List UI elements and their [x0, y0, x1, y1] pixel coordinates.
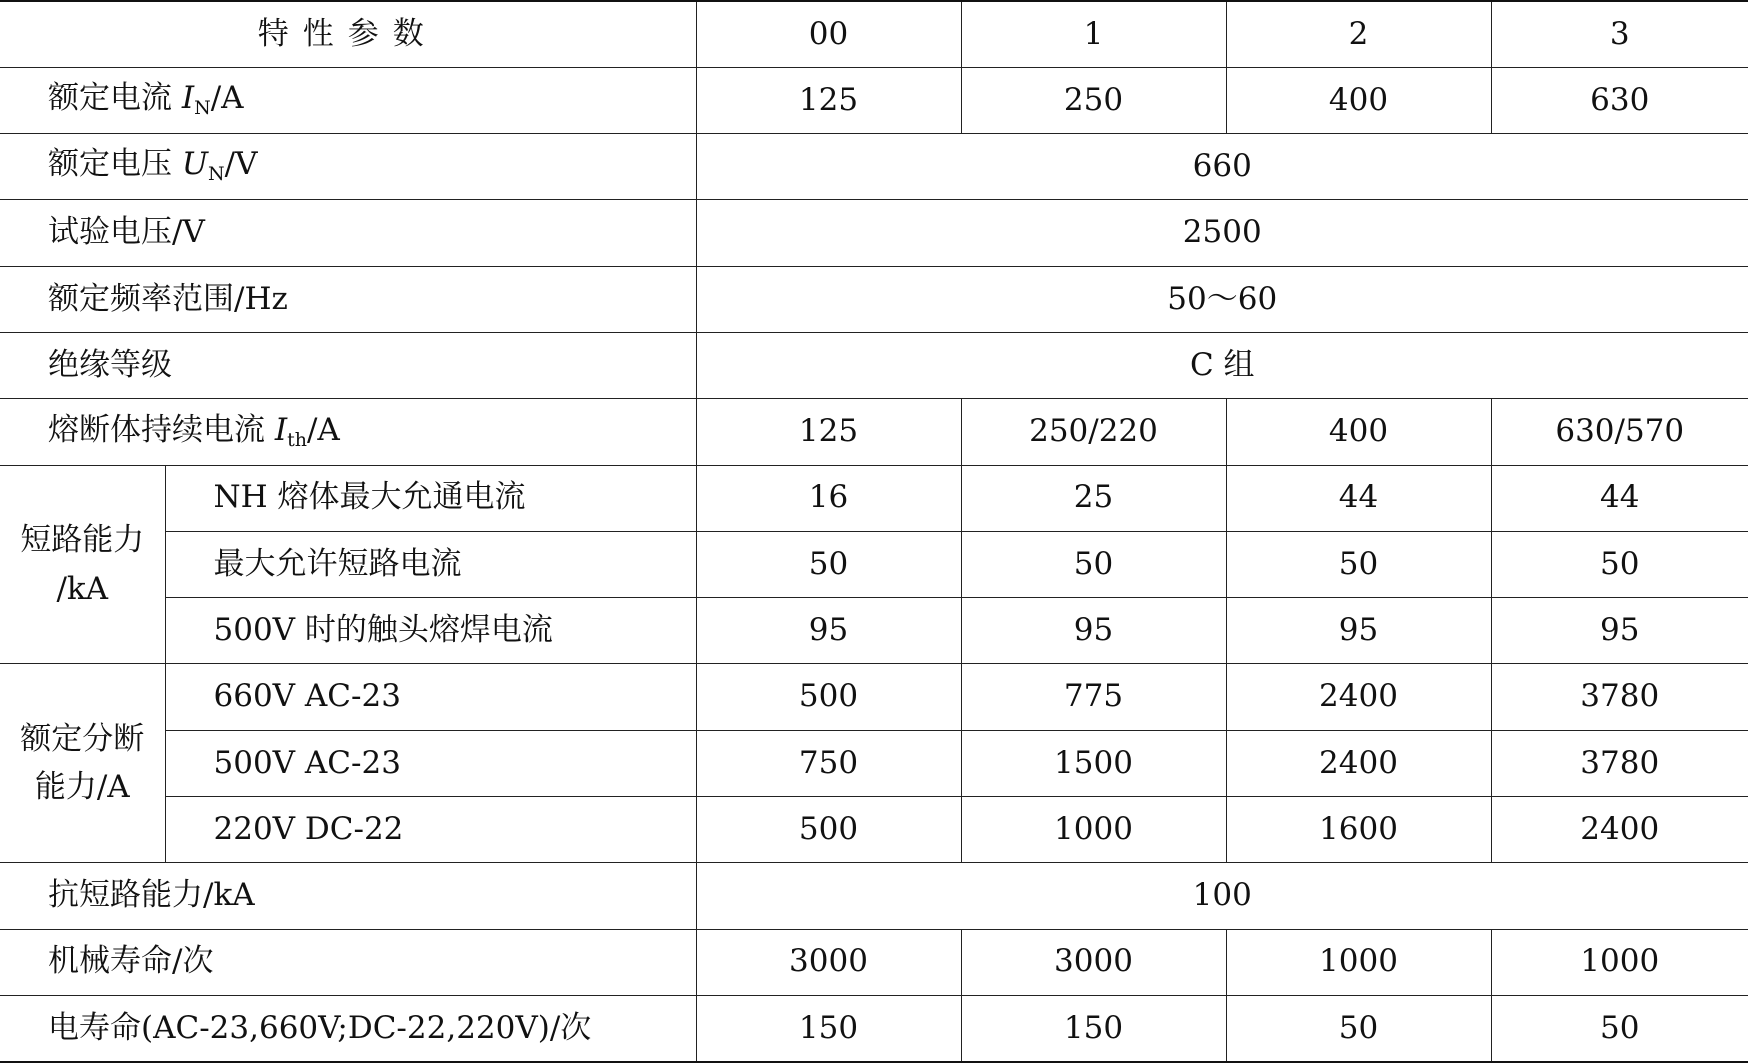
- value-cell: 2400: [1491, 797, 1748, 863]
- value-cell: 775: [961, 664, 1226, 730]
- symbol: I: [274, 411, 288, 448]
- header-size-cell: 3: [1491, 1, 1748, 67]
- header-row: [0, 1, 1748, 67]
- header-param-cell: 特性参数: [0, 1, 696, 67]
- group-label-line: 额定分断: [20, 721, 145, 758]
- row-label: 电寿命(AC-23,660V;DC-22,220V)/次: [0, 995, 696, 1061]
- label-text: 熔断体持续电流: [48, 411, 275, 448]
- value-cell: 500: [696, 664, 961, 730]
- value-cell: 1000: [961, 797, 1226, 863]
- sub-row-label: NH 熔体最大允通电流: [165, 465, 696, 531]
- table-row: [0, 531, 1748, 597]
- merged-value-cell: 2500: [696, 200, 1748, 266]
- value-cell: 95: [961, 598, 1226, 664]
- sub-row-label: 最大允许短路电流: [165, 531, 696, 597]
- row-label: [0, 399, 696, 465]
- row-label: [0, 67, 696, 133]
- group-label-short-circuit: [0, 465, 165, 664]
- table-row: [0, 730, 1748, 796]
- table-row: [0, 465, 1748, 531]
- value-cell: 3780: [1491, 664, 1748, 730]
- value-cell: 150: [961, 995, 1226, 1061]
- label-text: 额定电流: [48, 80, 182, 117]
- table-row: [0, 266, 1748, 332]
- sub-row-label: 220V DC-22: [165, 797, 696, 863]
- group-label-breaking: [0, 664, 165, 863]
- merged-value-cell: C 组: [696, 332, 1748, 398]
- group-label-line: 能力/A: [34, 769, 130, 806]
- value-cell: 750: [696, 730, 961, 796]
- value-cell: 400: [1226, 399, 1491, 465]
- table-row: [0, 995, 1748, 1061]
- value-cell: 1000: [1226, 929, 1491, 995]
- value-cell: 1000: [1491, 929, 1748, 995]
- value-cell: 50: [1226, 995, 1491, 1061]
- value-cell: 16: [696, 465, 961, 531]
- value-cell: 50: [1226, 531, 1491, 597]
- value-cell: 50: [961, 531, 1226, 597]
- value-cell: 50: [1491, 995, 1748, 1061]
- value-cell: 3000: [696, 929, 961, 995]
- group-label-line: 短路能力: [20, 522, 145, 559]
- symbol-subscript: N: [208, 163, 225, 186]
- table-row: [0, 598, 1748, 664]
- table-row: [0, 929, 1748, 995]
- symbol-subscript: N: [194, 97, 211, 120]
- table-row: [0, 134, 1748, 200]
- value-cell: 44: [1491, 465, 1748, 531]
- symbol: U: [181, 146, 208, 183]
- value-cell: 50: [696, 531, 961, 597]
- table-row: [0, 399, 1748, 465]
- sub-row-label: 660V AC-23: [165, 664, 696, 730]
- value-cell: 25: [961, 465, 1226, 531]
- symbol: I: [181, 80, 195, 117]
- value-cell: 500: [696, 797, 961, 863]
- value-cell: 1500: [961, 730, 1226, 796]
- value-cell: 2400: [1226, 730, 1491, 796]
- row-label: [0, 134, 696, 200]
- merged-value-cell: 660: [696, 134, 1748, 200]
- table-row: [0, 67, 1748, 133]
- header-size-cell: 2: [1226, 1, 1491, 67]
- value-cell: 250/220: [961, 399, 1226, 465]
- group-label-line: /kA: [56, 570, 109, 607]
- row-label: 机械寿命/次: [0, 929, 696, 995]
- label-unit: /V: [224, 146, 258, 183]
- value-cell: 3000: [961, 929, 1226, 995]
- value-cell: 125: [696, 67, 961, 133]
- value-cell: 630: [1491, 67, 1748, 133]
- label-unit: /A: [306, 411, 340, 448]
- header-size-cell: 00: [696, 1, 961, 67]
- value-cell: 1600: [1226, 797, 1491, 863]
- value-cell: 400: [1226, 67, 1491, 133]
- value-cell: 50: [1491, 531, 1748, 597]
- sub-row-label: 500V AC-23: [165, 730, 696, 796]
- value-cell: 630/570: [1491, 399, 1748, 465]
- value-cell: 3780: [1491, 730, 1748, 796]
- merged-value-cell: 50～60: [696, 266, 1748, 332]
- table-row: [0, 200, 1748, 266]
- value-cell: 125: [696, 399, 961, 465]
- value-cell: 250: [961, 67, 1226, 133]
- header-size-cell: 1: [961, 1, 1226, 67]
- table-row: [0, 332, 1748, 398]
- row-label: 绝缘等级: [0, 332, 696, 398]
- label-text: 额定电压: [48, 146, 182, 183]
- row-label: 抗短路能力/kA: [0, 863, 696, 929]
- symbol-subscript: th: [287, 428, 307, 451]
- value-cell: 95: [1491, 598, 1748, 664]
- value-cell: 44: [1226, 465, 1491, 531]
- label-unit: /A: [210, 80, 244, 117]
- value-cell: 150: [696, 995, 961, 1061]
- table-row: [0, 797, 1748, 863]
- sub-row-label: 500V 时的触头熔焊电流: [165, 598, 696, 664]
- table-row: [0, 863, 1748, 929]
- row-label: 额定频率范围/Hz: [0, 266, 696, 332]
- merged-value-cell: 100: [696, 863, 1748, 929]
- value-cell: 95: [1226, 598, 1491, 664]
- value-cell: 95: [696, 598, 961, 664]
- table-row: [0, 664, 1748, 730]
- row-label: 试验电压/V: [0, 200, 696, 266]
- value-cell: 2400: [1226, 664, 1491, 730]
